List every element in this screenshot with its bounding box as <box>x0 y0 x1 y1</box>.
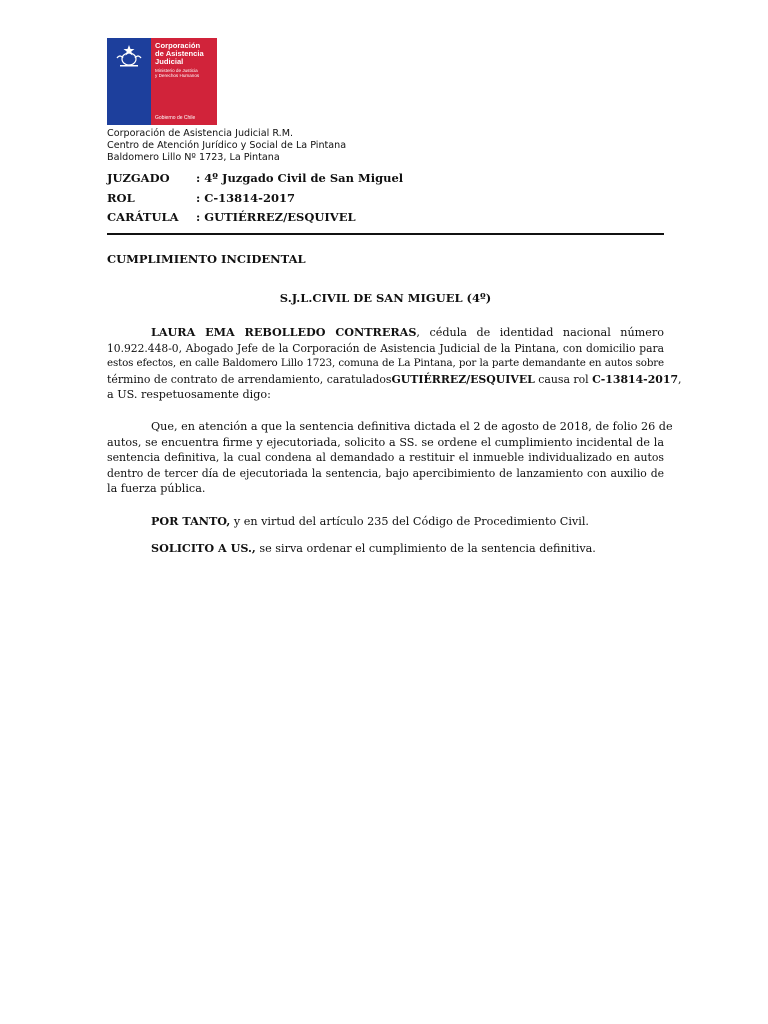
paragraph-intro <box>107 325 682 403</box>
intro-text: , cédula de identidad nacional número <box>416 326 664 339</box>
request-line-2: autos, se encuentra firme y ejecutoriada, solicito a SS. se ordene el cumplimiento incidental de la <box>107 435 664 449</box>
logo-org-line: Judicial <box>155 56 184 66</box>
paragraph-request <box>107 419 673 497</box>
request-line-3: sentencia definitiva, la cual condena al demandado a restituir el inmueble individualizado en autos <box>107 451 664 465</box>
logo-org-line: Corporación <box>155 41 201 50</box>
case-rol: C-13814-2017 <box>592 372 679 386</box>
logo-ministry-line: y Derechos Humanos <box>155 73 200 78</box>
org-line-3: Baldomero Lillo Nº 1723, La Pintana <box>107 152 280 163</box>
org-line-1: Corporación de Asistencia Judicial R.M. <box>107 128 294 139</box>
corporation-logo <box>107 38 217 125</box>
por-tanto-text: y en virtud del artículo 235 del Código de Procedimiento Civil. <box>230 515 589 528</box>
intro-text: causa rol <box>534 372 593 386</box>
juzgado-value: : 4º Juzgado Civil de San Miguel <box>196 171 404 185</box>
caratula-label: CARÁTULA <box>107 210 179 224</box>
request-line-4: dentro de tercer día de ejecutoriada la sentencia, bajo apercibimiento de lanzamiento con auxilio de <box>107 466 664 480</box>
request-line-5: la fuerza pública. <box>107 482 206 496</box>
logo-org-name <box>155 42 204 65</box>
request-line-1: Que, en atención a que la sentencia definitiva dictada el 2 de agosto de 2018, de folio 26 de <box>151 420 673 433</box>
solicito-label: SOLICITO A US., <box>151 541 256 555</box>
por-tanto-line <box>107 514 664 530</box>
petitioner-name: LAURA EMA REBOLLEDO CONTRERAS <box>151 325 417 339</box>
case-caption: GUTIÉRREZ/ESQUIVEL <box>391 372 535 386</box>
paragraph-por-tanto <box>107 514 664 530</box>
juzgado-label: JUZGADO <box>107 171 170 185</box>
logo-red-panel <box>151 38 217 125</box>
rol-label: ROL <box>107 191 135 205</box>
org-line-2: Centro de Atención Jurídico y Social de La Pintana <box>107 140 347 151</box>
document-title: CUMPLIMIENTO INCIDENTAL <box>107 252 306 266</box>
solicito-text: se sirva ordenar el cumplimiento de la sentencia definitiva. <box>255 542 596 555</box>
intro-line-1 <box>107 325 664 341</box>
court-addressee: S.J.L.CIVIL DE SAN MIGUEL (4º) <box>279 291 492 305</box>
rol-value: : C-13814-2017 <box>196 191 295 205</box>
logo-org-line: de Asistencia <box>155 48 204 58</box>
logo-ministry <box>155 68 199 78</box>
intro-line-4 <box>107 372 682 388</box>
header-divider <box>107 233 664 235</box>
logo-government: Gobierno de Chile <box>155 115 196 121</box>
intro-line-5: a US. respetuosamente digo: <box>107 388 271 402</box>
solicito-line <box>107 541 664 557</box>
logo-blue-panel <box>107 38 151 125</box>
por-tanto-label: POR TANTO, <box>151 514 231 528</box>
intro-text: término de contrato de arrendamiento, caratulados <box>107 372 392 386</box>
intro-text: , <box>678 372 682 386</box>
logo-ministry-line: Ministerio de Justicia <box>155 68 198 73</box>
caratula-value: : GUTIÉRREZ/ESQUIVEL <box>196 210 356 224</box>
intro-line-2: 10.922.448-0, Abogado Jefe de la Corporación de Asistencia Judicial de la Pintana, con domicilio para <box>107 341 664 355</box>
organization-header <box>107 128 346 164</box>
paragraph-solicito <box>107 541 664 557</box>
intro-line-3: estos efectos, en calle Baldomero Lillo 1723, comuna de La Pintana, por la parte demandante en autos sobre <box>107 357 664 370</box>
coat-of-arms-icon <box>114 44 144 68</box>
